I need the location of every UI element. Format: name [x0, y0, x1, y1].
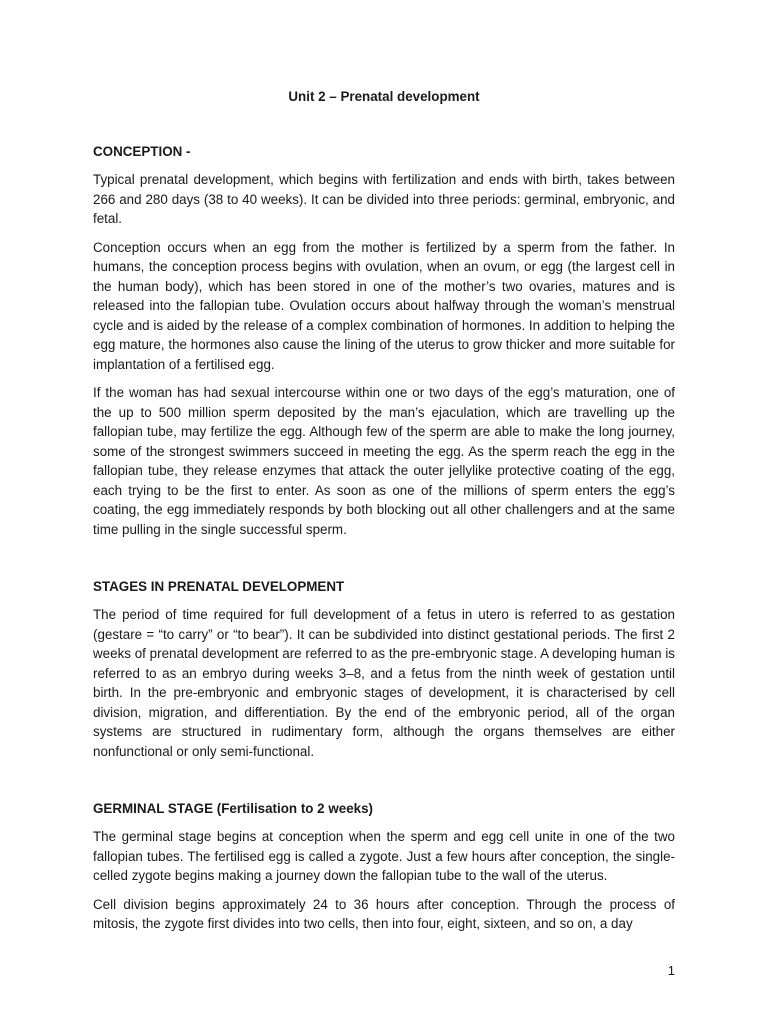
section-heading-germinal: GERMINAL STAGE (Fertilisation to 2 weeks) [93, 801, 374, 816]
section-heading-conception: CONCEPTION - [93, 144, 191, 159]
paragraph: The period of time required for full development of a fetus in utero is referred to as gestation (gestare = “to carry” or “to bear”). It can be subdivided into distinct gestational periods. The first 2 weeks of prenatal development are referred to as the pre-embryonic stage. A developing human is referred to as an embryo during weeks 3–8, and a fetus from the ninth week of gestation until birth. In the pre-embryonic and embryonic stages of development, it is characterised by cell division, migration, and differentiation. By the end of the embryonic period, all of the organ systems are structured in rudimentary form, although the organs themselves are either nonfunctional or only semi-functional. [93, 607, 675, 759]
page-number: 1 [667, 963, 675, 978]
document-body [93, 88, 675, 943]
paragraph: If the woman has had sexual intercourse within one or two days of the egg’s maturation, one of the up to 500 million sperm deposited by the man’s ejaculation, which are travelling up the fallopian tube, may fertilize the egg. Although few of the sperm are able to make the long journey, some of the strongest swimmers succeed in meeting the egg. As the sperm reach the egg in the fallopian tube, they release enzymes that attack the outer jellylike protective coating of the egg, each trying to be the first to enter. As soon as one of the millions of sperm enters the egg’s coating, the egg immediately responds by both blocking out all other challengers and at the same time pulling in the single successful sperm. [93, 385, 675, 537]
section-spacer [93, 548, 675, 578]
section-heading-stages: STAGES IN PRENATAL DEVELOPMENT [93, 579, 345, 594]
paragraph: Cell division begins approximately 24 to 36 hours after conception. Through the process of mitosis, the zygote first divides into two cells, then into four, eight, sixteen, and so on, a day [93, 896, 675, 931]
paragraph: Conception occurs when an egg from the mother is fertilized by a sperm from the father. In humans, the conception process begins with ovulation, when an ovum, or egg (the largest cell in the human body), which has been stored in one of the mother’s two ovaries, matures and is released into the fallopian tube. Ovulation occurs about halfway through the woman’s menstrual cycle and is aided by the release of a complex combination of hormones. In addition to helping the egg mature, the hormones also cause the lining of the uterus to grow thicker and more suitable for implantation of a fertilised egg. [93, 239, 675, 372]
document-title: Unit 2 – Prenatal development [288, 89, 480, 104]
section-spacer [93, 770, 675, 800]
paragraph: Typical prenatal development, which begins with fertilization and ends with birth, takes between 266 and 280 days (38 to 40 weeks). It can be divided into three periods: germinal, embryonic, and fetal. [93, 172, 675, 226]
paragraph: The germinal stage begins at conception when the sperm and egg cell unite in one of the two fallopian tubes. The fertilised egg is called a zygote. Just a few hours after conception, the single-celled zygote begins making a journey down the fallopian tube to the wall of the uterus. [93, 829, 675, 883]
